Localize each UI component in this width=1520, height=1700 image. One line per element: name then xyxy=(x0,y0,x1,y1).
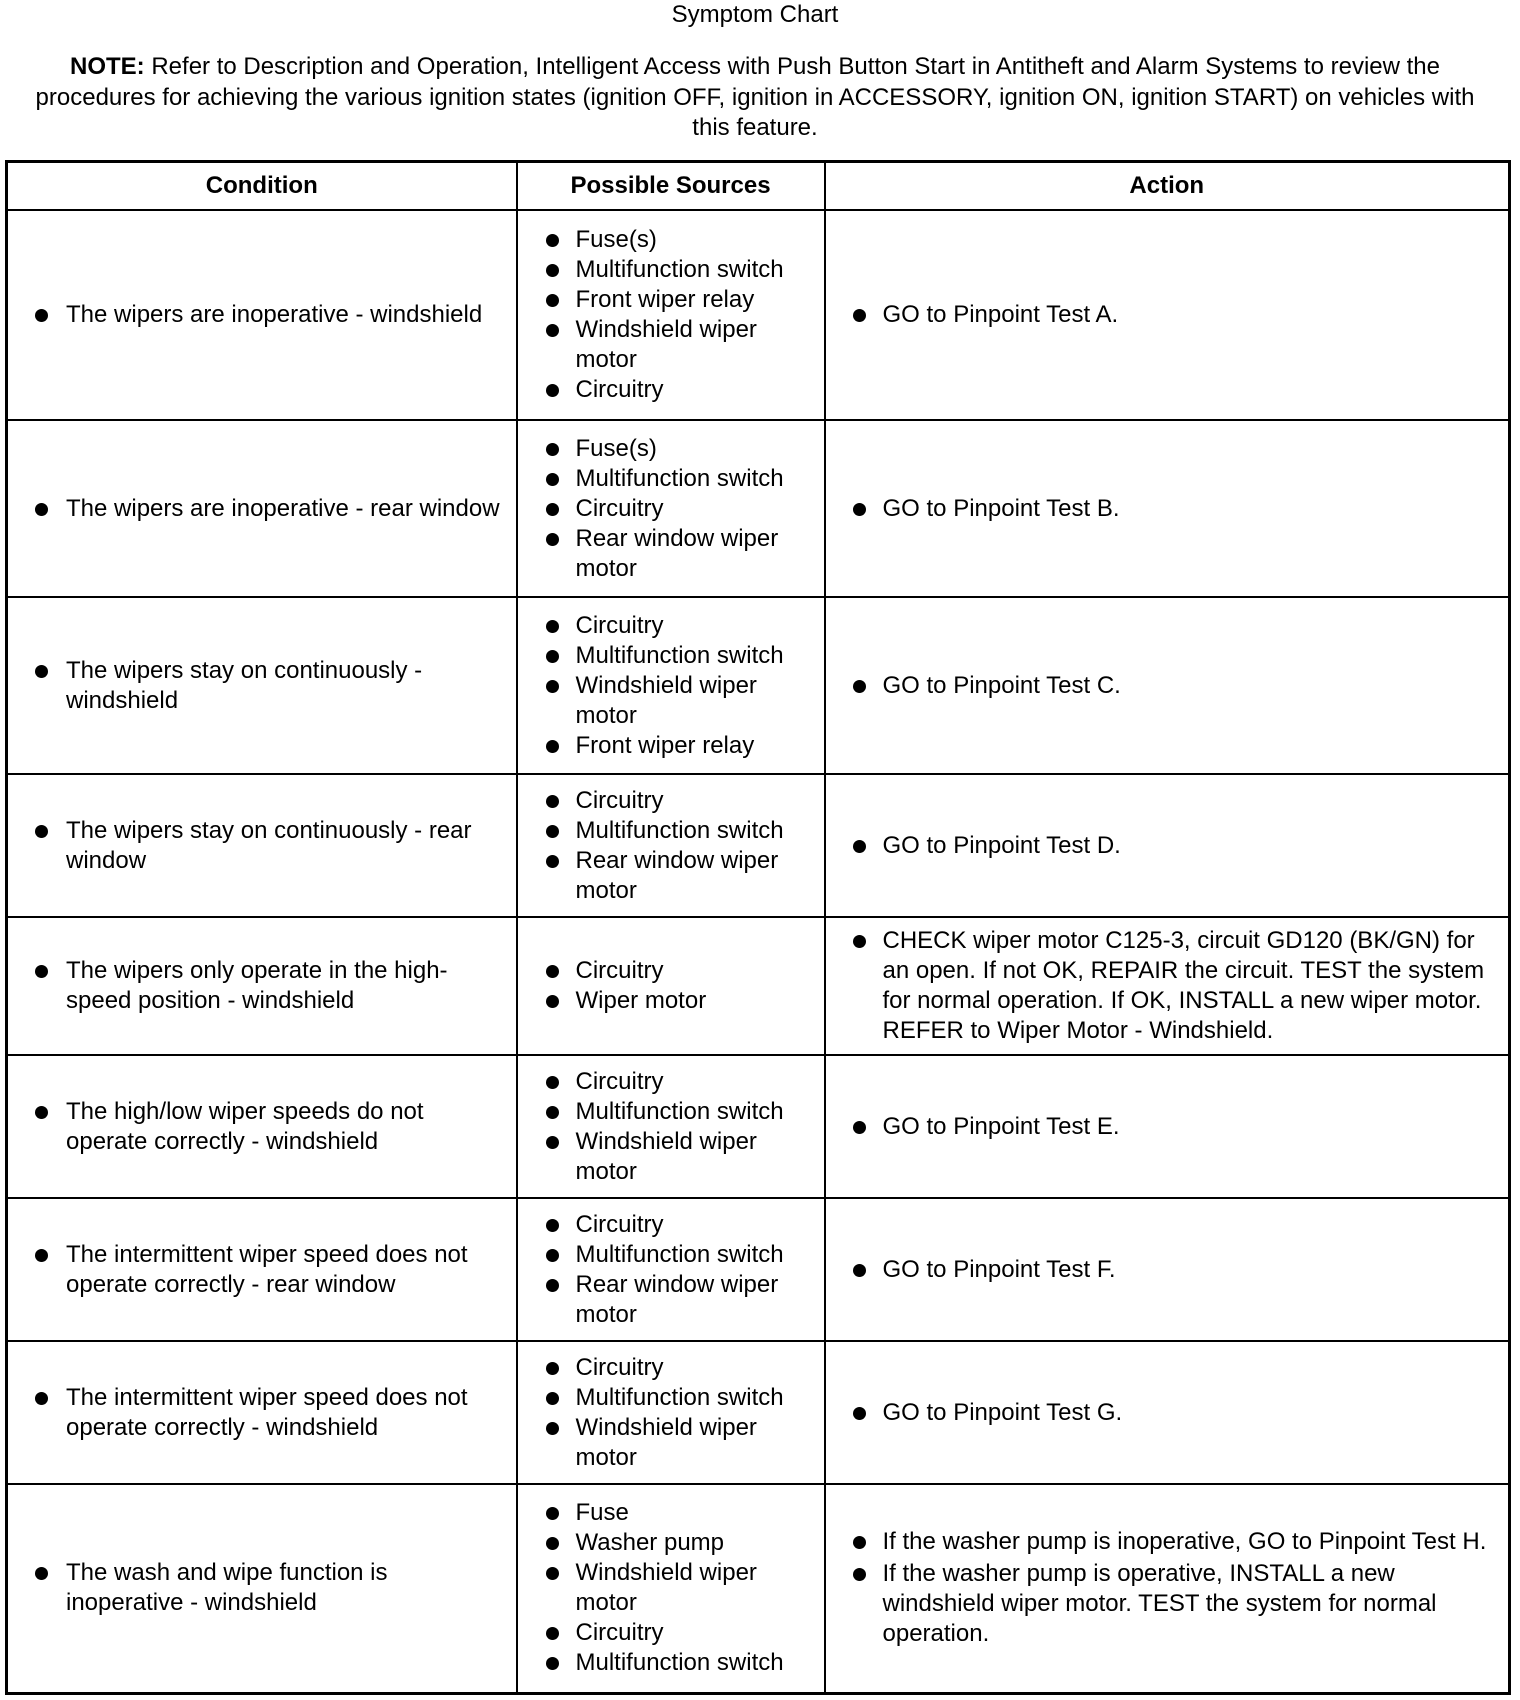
bullet-icon xyxy=(546,384,559,397)
condition-item-text: The high/low wiper speeds do not operate correctly - windshield xyxy=(66,1097,424,1155)
table-row xyxy=(7,420,1510,597)
bullet-icon xyxy=(546,533,559,546)
bullet-icon xyxy=(546,825,559,838)
action-cell xyxy=(825,917,1510,1055)
possible-sources-cell xyxy=(517,1484,825,1693)
bullet-icon xyxy=(853,1407,866,1420)
condition-item xyxy=(8,816,516,876)
source-item-text: Multifunction switch xyxy=(575,464,784,492)
header-possible-sources: Possible Sources xyxy=(517,162,825,211)
bullet-icon xyxy=(546,680,559,693)
action-item-text: GO to Pinpoint Test D. xyxy=(882,831,1121,859)
condition-cell xyxy=(7,1341,517,1484)
source-item-text: Rear window wiper motor xyxy=(575,524,779,582)
source-item-text: Circuitry xyxy=(575,786,664,814)
table-body xyxy=(7,210,1510,1693)
action-item xyxy=(826,1527,1509,1557)
possible-sources-cell xyxy=(517,774,825,917)
bullet-icon xyxy=(546,1507,559,1520)
bullet-icon xyxy=(546,620,559,633)
action-item xyxy=(826,1112,1509,1142)
possible-sources-cell xyxy=(517,1198,825,1341)
source-item xyxy=(518,1353,824,1383)
table-row xyxy=(7,597,1510,774)
note-text: Refer to Description and Operation, Intelligent Access with Push Button Start in Antitheft and Alarm Systems to review the procedures for achieving the various ignition states (ignition OFF, ignition in ACCESSORY, ignition ON, ignition START) on vehicles with this feature. xyxy=(35,53,1475,141)
action-cell xyxy=(825,420,1510,597)
source-item-text: Fuse xyxy=(575,1499,629,1527)
table-row xyxy=(7,1055,1510,1198)
source-item xyxy=(518,956,824,986)
source-item xyxy=(518,671,824,731)
source-item-text: Circuitry xyxy=(575,1210,664,1238)
action-item xyxy=(826,831,1509,861)
source-item-text: Front wiper relay xyxy=(575,286,755,313)
source-item xyxy=(518,375,824,405)
bullet-icon xyxy=(546,324,559,337)
bullet-icon xyxy=(546,1627,559,1640)
source-item xyxy=(518,641,824,671)
action-item-text: If the washer pump is inoperative, GO to Pinpoint Test H. xyxy=(882,1528,1487,1556)
source-item xyxy=(518,464,824,494)
bullet-icon xyxy=(546,1076,559,1089)
source-item-text: Circuitry xyxy=(575,1067,664,1095)
condition-item xyxy=(8,656,516,716)
bullet-icon xyxy=(35,1392,48,1405)
source-item-text: Rear window wiper motor xyxy=(575,846,779,904)
source-item xyxy=(518,1383,824,1413)
condition-cell xyxy=(7,210,517,420)
condition-item-text: The wipers stay on continuously - windshield xyxy=(66,656,423,714)
bullet-icon xyxy=(35,309,48,322)
bullet-icon xyxy=(853,935,866,948)
source-item-text: Circuitry xyxy=(575,494,664,522)
bullet-icon xyxy=(35,1567,48,1580)
possible-sources-cell xyxy=(517,917,825,1055)
condition-cell xyxy=(7,774,517,917)
source-item-text: Multifunction switch xyxy=(575,816,784,844)
bullet-icon xyxy=(546,1106,559,1119)
bullet-icon xyxy=(546,1537,559,1550)
possible-sources-cell xyxy=(517,210,825,420)
bullet-icon xyxy=(35,1249,48,1262)
action-item xyxy=(826,300,1509,330)
bullet-icon xyxy=(546,1249,559,1262)
condition-cell xyxy=(7,917,517,1055)
source-item xyxy=(518,611,824,641)
bullet-icon xyxy=(35,503,48,516)
bullet-icon xyxy=(35,1106,48,1119)
action-item xyxy=(826,1255,1509,1285)
source-item xyxy=(518,1528,824,1558)
source-item xyxy=(518,1270,824,1330)
symptom-table xyxy=(5,160,1511,1695)
condition-item-text: The wipers are inoperative - windshield xyxy=(66,301,483,328)
possible-sources-cell xyxy=(517,597,825,774)
condition-item xyxy=(8,494,516,524)
condition-cell xyxy=(7,1484,517,1693)
source-item-text: Multifunction switch xyxy=(575,256,784,283)
action-cell xyxy=(825,1484,1510,1693)
bullet-icon xyxy=(853,840,866,853)
table-row xyxy=(7,1341,1510,1484)
source-item xyxy=(518,1210,824,1240)
source-item xyxy=(518,315,824,375)
source-item-text: Multifunction switch xyxy=(575,641,784,669)
source-item xyxy=(518,494,824,524)
source-item-text: Multifunction switch xyxy=(575,1097,784,1125)
bullet-icon xyxy=(546,234,559,247)
source-item xyxy=(518,225,824,255)
source-item-text: Circuitry xyxy=(575,376,664,403)
bullet-icon xyxy=(546,740,559,753)
source-item xyxy=(518,986,824,1016)
source-item-text: Windshield wiper motor xyxy=(575,1559,757,1617)
bullet-icon xyxy=(546,1362,559,1375)
possible-sources-cell xyxy=(517,1055,825,1198)
source-item-text: Windshield wiper motor xyxy=(575,1127,757,1185)
bullet-icon xyxy=(853,1536,866,1549)
action-item-text: GO to Pinpoint Test G. xyxy=(882,1398,1123,1426)
source-item-text: Washer pump xyxy=(575,1529,724,1557)
action-item-text: GO to Pinpoint Test A. xyxy=(882,301,1119,328)
bullet-icon xyxy=(546,264,559,277)
condition-item xyxy=(8,1240,516,1300)
action-item-text: If the washer pump is operative, INSTALL a new windshield wiper motor. TEST the system for normal operation. xyxy=(882,1560,1437,1648)
source-item-text: Fuse(s) xyxy=(575,226,657,253)
header-action: Action xyxy=(825,162,1510,211)
action-cell xyxy=(825,1341,1510,1484)
bullet-icon xyxy=(853,680,866,693)
source-item xyxy=(518,434,824,464)
action-item xyxy=(826,671,1509,701)
bullet-icon xyxy=(546,1392,559,1405)
source-item-text: Fuse(s) xyxy=(575,434,657,462)
source-item-text: Circuitry xyxy=(575,957,664,984)
action-item-text: GO to Pinpoint Test F. xyxy=(882,1255,1116,1283)
bullet-icon xyxy=(546,1219,559,1232)
bullet-icon xyxy=(546,473,559,486)
source-item-text: Circuitry xyxy=(575,1619,664,1647)
note-paragraph xyxy=(20,52,1490,144)
source-item xyxy=(518,731,824,761)
source-item xyxy=(518,1097,824,1127)
action-item xyxy=(826,1559,1509,1649)
page-title: Symptom Chart xyxy=(671,1,839,28)
action-cell xyxy=(825,597,1510,774)
bullet-icon xyxy=(853,1264,866,1277)
bullet-icon xyxy=(853,1568,866,1581)
bullet-icon xyxy=(546,1422,559,1435)
header-condition: Condition xyxy=(7,162,517,211)
action-item-text: CHECK wiper motor C125-3, circuit GD120 (BK/GN) for an open. If not OK, REPAIR the circuit. TEST the system for normal operation. If OK, INSTALL a new wiper motor. REFER to Wiper Motor - Windshield. xyxy=(882,927,1485,1044)
table-row xyxy=(7,917,1510,1055)
bullet-icon xyxy=(546,855,559,868)
bullet-icon xyxy=(546,443,559,456)
condition-cell xyxy=(7,597,517,774)
condition-item-text: The wipers stay on continuously - rear window xyxy=(66,816,472,874)
bullet-icon xyxy=(35,965,48,978)
condition-item-text: The wash and wipe function is inoperative - windshield xyxy=(66,1559,388,1617)
source-item xyxy=(518,816,824,846)
bullet-icon xyxy=(35,665,48,678)
condition-cell xyxy=(7,420,517,597)
action-cell xyxy=(825,210,1510,420)
condition-item xyxy=(8,300,516,330)
bullet-icon xyxy=(546,650,559,663)
source-item-text: Windshield wiper motor xyxy=(575,671,757,729)
source-item xyxy=(518,285,824,315)
source-item xyxy=(518,1240,824,1270)
possible-sources-cell xyxy=(517,420,825,597)
source-item-text: Rear window wiper motor xyxy=(575,1270,779,1328)
table-row xyxy=(7,210,1510,420)
condition-item xyxy=(8,1097,516,1157)
condition-item-text: The intermittent wiper speed does not operate correctly - windshield xyxy=(66,1383,468,1441)
action-item xyxy=(826,1398,1509,1428)
action-item-text: GO to Pinpoint Test B. xyxy=(882,494,1120,522)
source-item xyxy=(518,846,824,906)
source-item xyxy=(518,1413,824,1473)
bullet-icon xyxy=(853,309,866,322)
bullet-icon xyxy=(853,503,866,516)
source-item xyxy=(518,1618,824,1648)
action-cell xyxy=(825,1055,1510,1198)
action-cell xyxy=(825,1198,1510,1341)
condition-item xyxy=(8,1558,516,1618)
source-item-text: Windshield wiper motor xyxy=(575,316,757,373)
table-header-row xyxy=(7,162,1510,211)
possible-sources-cell xyxy=(517,1341,825,1484)
bullet-icon xyxy=(546,965,559,978)
table-row xyxy=(7,1484,1510,1693)
condition-item xyxy=(8,956,516,1016)
source-item xyxy=(518,255,824,285)
bullet-icon xyxy=(546,1657,559,1670)
source-item-text: Circuitry xyxy=(575,611,664,639)
bullet-icon xyxy=(546,1279,559,1292)
bullet-icon xyxy=(546,795,559,808)
bullet-icon xyxy=(35,825,48,838)
source-item-text: Windshield wiper motor xyxy=(575,1413,757,1471)
table-row xyxy=(7,1198,1510,1341)
source-item xyxy=(518,1648,824,1678)
action-cell xyxy=(825,774,1510,917)
source-item-text: Multifunction switch xyxy=(575,1240,784,1268)
source-item xyxy=(518,1558,824,1618)
source-item xyxy=(518,1498,824,1528)
action-item-text: GO to Pinpoint Test C. xyxy=(882,671,1121,699)
source-item xyxy=(518,1127,824,1187)
action-item xyxy=(826,494,1509,524)
condition-item-text: The intermittent wiper speed does not operate correctly - rear window xyxy=(66,1240,468,1298)
table-row xyxy=(7,774,1510,917)
condition-item xyxy=(8,1383,516,1443)
condition-cell xyxy=(7,1055,517,1198)
source-item xyxy=(518,786,824,816)
bullet-icon xyxy=(546,995,559,1008)
bullet-icon xyxy=(546,1136,559,1149)
source-item-text: Circuitry xyxy=(575,1353,664,1381)
source-item-text: Wiper motor xyxy=(575,987,707,1014)
source-item-text: Multifunction switch xyxy=(575,1649,784,1677)
bullet-icon xyxy=(546,294,559,307)
bullet-icon xyxy=(546,1567,559,1580)
source-item xyxy=(518,524,824,584)
note-label: NOTE: xyxy=(70,53,145,80)
condition-cell xyxy=(7,1198,517,1341)
source-item-text: Front wiper relay xyxy=(575,731,755,759)
condition-item-text: The wipers only operate in the high-speed position - windshield xyxy=(66,957,448,1014)
source-item xyxy=(518,1067,824,1097)
condition-item-text: The wipers are inoperative - rear window xyxy=(66,494,500,522)
source-item-text: Multifunction switch xyxy=(575,1383,784,1411)
action-item xyxy=(826,926,1509,1046)
bullet-icon xyxy=(546,503,559,516)
action-item-text: GO to Pinpoint Test E. xyxy=(882,1112,1120,1140)
bullet-icon xyxy=(853,1121,866,1134)
